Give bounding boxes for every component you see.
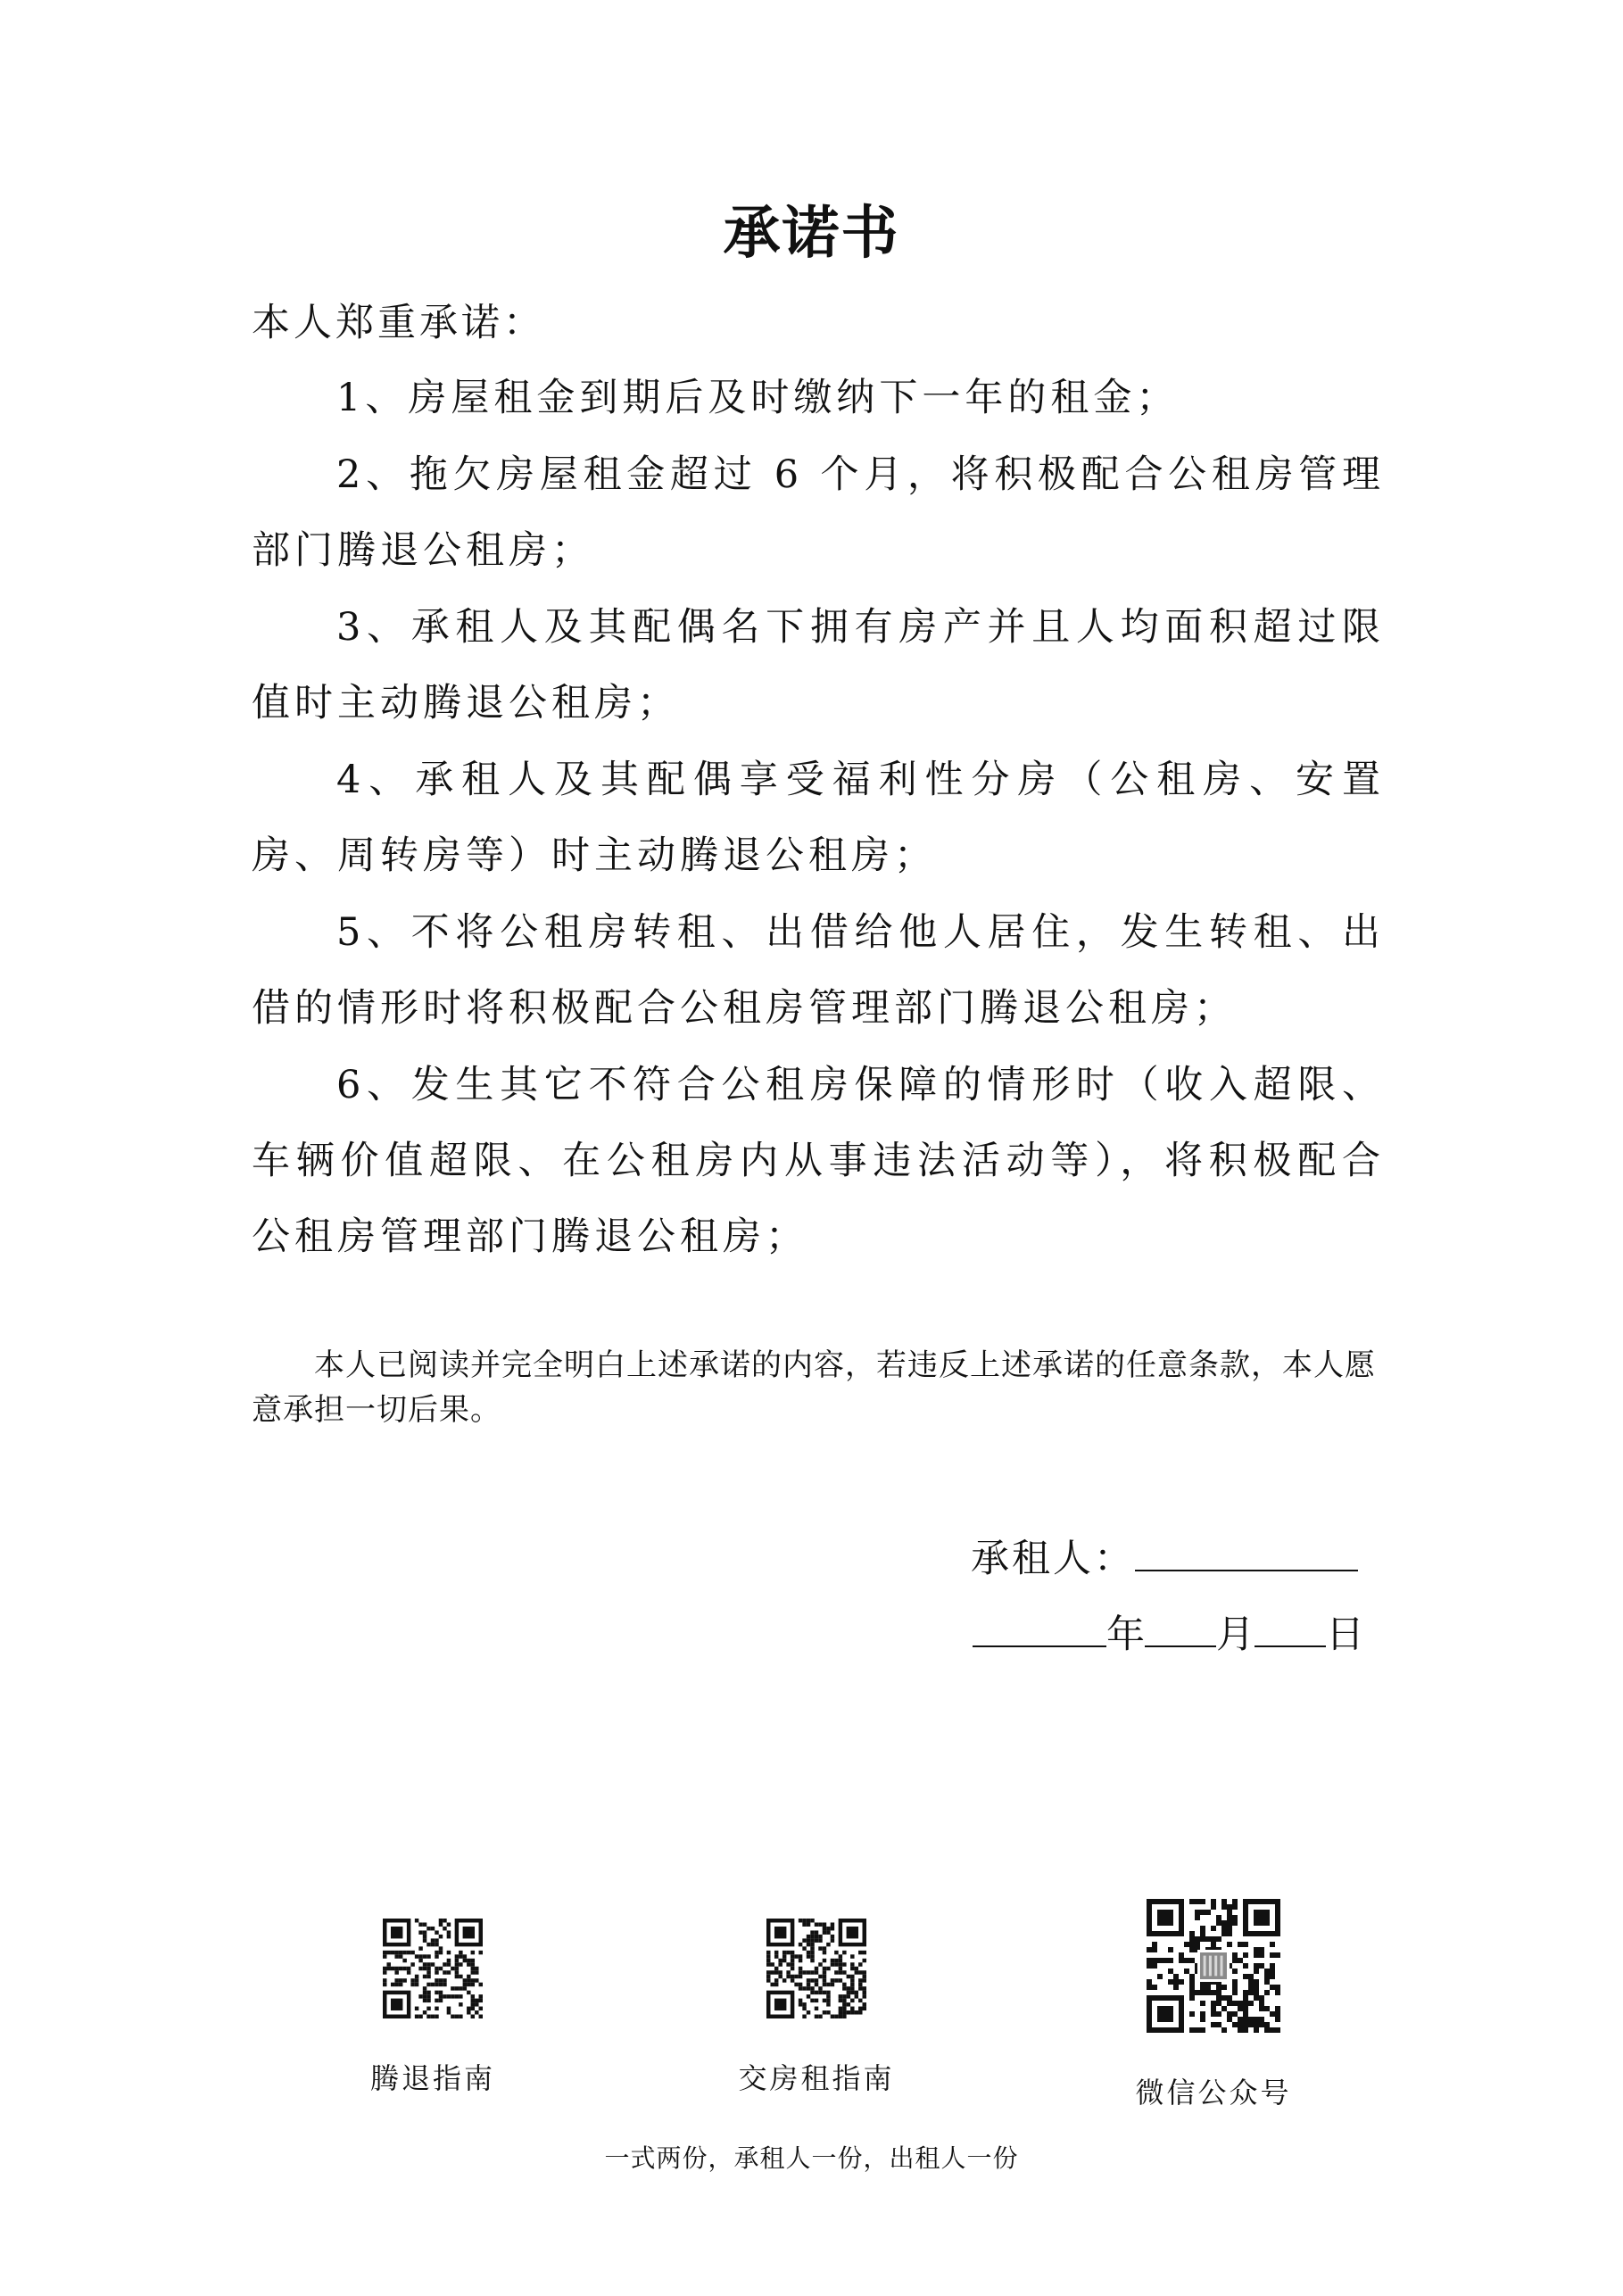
pledge-item: 6、发生其它不符合公租房保障的情形时（收入超限、车辆价值超限、在公租房内从事违法活动等），将积极配合公租房管理部门腾退公租房； — [252, 1063, 1385, 1259]
qr-code-icon[interactable] — [766, 1919, 866, 2018]
acknowledgement-text: 本人已阅读并完全明白上述承诺的内容，若违反上述承诺的任意条款，本人愿意承担一切后果。 — [252, 1347, 1376, 1428]
day-blank[interactable] — [1255, 1606, 1326, 1647]
date-line — [973, 1606, 1364, 1663]
qr-group-wechat-account — [1106, 1899, 1321, 2111]
month-blank[interactable] — [1145, 1606, 1216, 1647]
qr-caption: 腾退指南 — [369, 2061, 495, 2095]
pledge-item: 3、承租人及其配偶名下拥有房产并且人均面积超过限值时主动腾退公租房； — [252, 605, 1385, 725]
qr-code-icon[interactable] — [1147, 1899, 1280, 2033]
qr-code-icon[interactable] — [383, 1919, 483, 2018]
year-label: 年 — [1106, 1612, 1145, 1657]
signature-label: 承租人： — [971, 1537, 1135, 1581]
month-label: 月 — [1216, 1612, 1255, 1657]
page-title: 承诺书 — [723, 200, 900, 267]
qr-group-vacate-guide — [344, 1919, 522, 2097]
day-label: 日 — [1326, 1612, 1364, 1657]
pledge-item: 5、不将公租房转租、出借给他人居住，发生转租、出借的情形时将积极配合公租房管理部门腾退公租房； — [252, 910, 1385, 1031]
year-blank[interactable] — [973, 1606, 1106, 1647]
footer-note: 一式两份，承租人一份，出租人一份 — [604, 2143, 1019, 2173]
signature-blank[interactable] — [1135, 1530, 1358, 1571]
qr-group-rent-guide — [718, 1919, 915, 2097]
pledge-list — [252, 361, 1385, 1276]
pledge-item: 1、房屋租金到期后及时缴纳下一年的租金； — [336, 376, 1180, 420]
qr-caption: 交房租指南 — [738, 2061, 895, 2095]
qr-caption: 微信公众号 — [1135, 2076, 1292, 2110]
pledge-item: 4、承租人及其配偶享受福利性分房（公租房、安置房、周转房等）时主动腾退公租房； — [252, 758, 1385, 878]
signature-line — [971, 1530, 1358, 1587]
intro-text: 本人郑重承诺： — [252, 301, 545, 345]
pledge-item: 2、拖欠房屋租金超过 6 个月，将积极配合公租房管理部门腾退公租房； — [252, 452, 1385, 573]
